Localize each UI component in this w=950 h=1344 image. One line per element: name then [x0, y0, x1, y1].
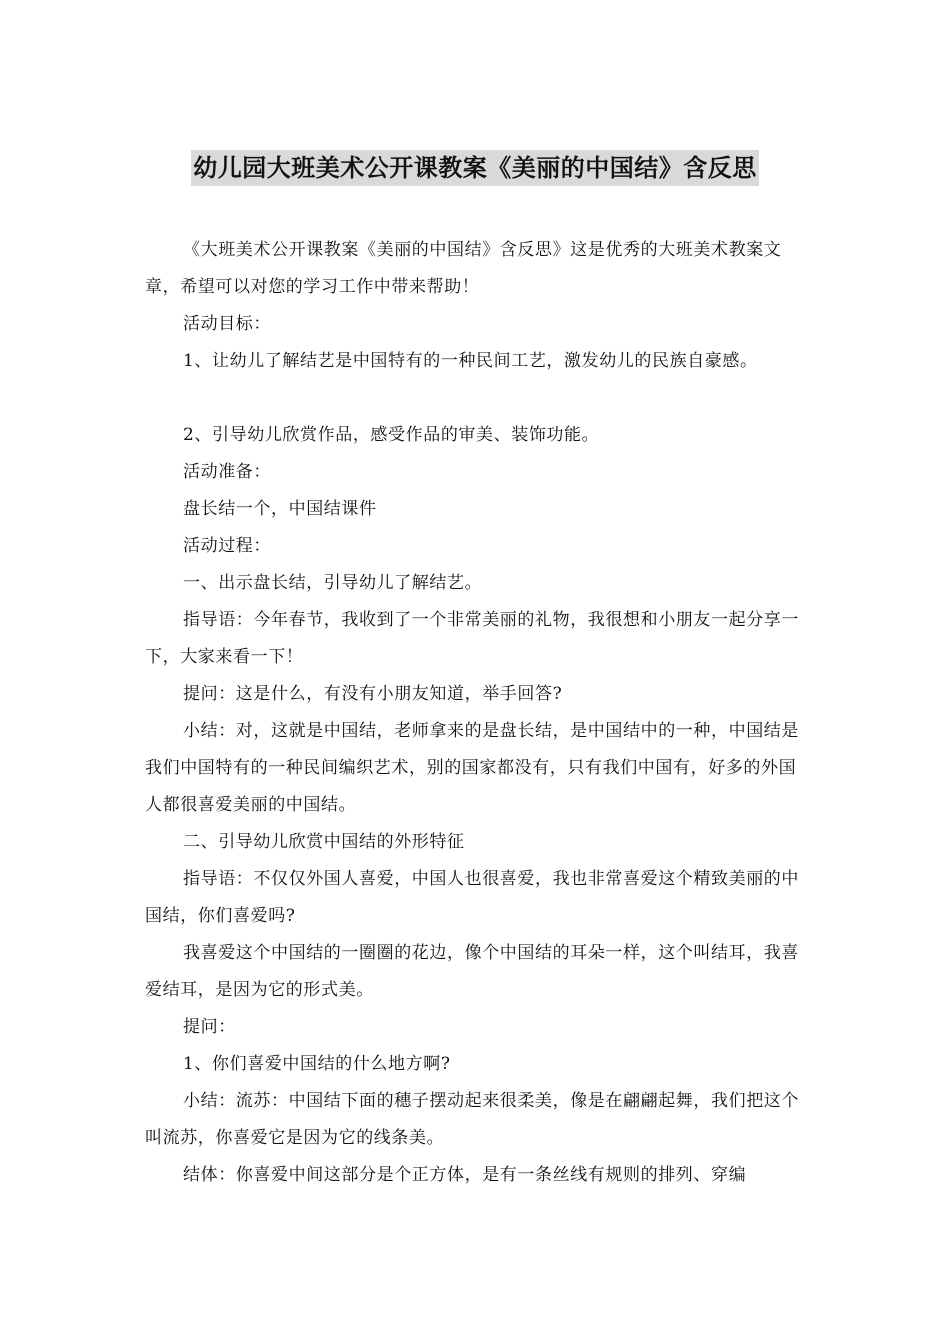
paragraph-preparation: 盘长结一个，中国结课件: [183, 499, 377, 519]
paragraph-heading-process: 活动过程：: [183, 536, 271, 556]
paragraph-goal-2: 2、引导幼儿欣赏作品，感受作品的审美、装饰功能。: [183, 425, 600, 445]
paragraph-question-1: 提问：这是什么，有没有小朋友知道，举手回答?: [183, 684, 563, 704]
paragraph-guide-1: 指导语：今年春节，我收到了一个非常美丽的礼物，我很想和小朋友一起分享一下，大家来看一下！: [145, 610, 799, 667]
document-title: 幼儿园大班美术公开课教案《美丽的中国结》含反思: [191, 150, 759, 186]
paragraph-knot-body: 结体：你喜爱中间这部分是个正方体，是有一条丝线有规则的排列、穿编: [183, 1165, 747, 1185]
paragraph-question-2: 1、你们喜爱中国结的什么地方啊?: [183, 1054, 451, 1074]
paragraph-guide-2: 指导语：不仅仅外国人喜爱，中国人也很喜爱，我也非常喜爱这个精致美丽的中国结，你们喜爱吗?: [145, 869, 799, 926]
title-container: [0, 150, 950, 186]
paragraph-summary-1: 小结：对，这就是中国结，老师拿来的是盘长结，是中国结中的一种，中国结是我们中国特有的一种民间编织艺术，别的国家都没有，只有我们中国有，好多的外国人都很喜爱美丽的中国结。: [145, 721, 799, 815]
paragraph-intro: 《大班美术公开课教案《美丽的中国结》含反思》这是优秀的大班美术教案文章，希望可以对您的学习工作中带来帮助！: [145, 240, 782, 297]
paragraph-question-heading: 提问：: [183, 1017, 236, 1037]
paragraph-goal-1: 1、让幼儿了解结艺是中国特有的一种民间工艺，激发幼儿的民族自豪感。: [183, 351, 758, 371]
paragraph-step-2: 二、引导幼儿欣赏中国结的外形特征: [183, 832, 465, 852]
paragraph-jie-er: 我喜爱这个中国结的一圈圈的花边，像个中国结的耳朵一样，这个叫结耳，我喜爱结耳，是因为它的形式美。: [145, 943, 799, 1000]
paragraph-heading-preparation: 活动准备：: [183, 462, 271, 482]
paragraph-summary-tassel: 小结：流苏：中国结下面的穗子摆动起来很柔美，像是在翩翩起舞，我们把这个叫流苏，你喜爱它是因为它的线条美。: [145, 1091, 799, 1148]
paragraph-heading-goals: 活动目标：: [183, 314, 271, 334]
paragraph-step-1: 一、出示盘长结，引导幼儿了解结艺。: [183, 573, 483, 593]
document-body: [145, 232, 807, 1194]
